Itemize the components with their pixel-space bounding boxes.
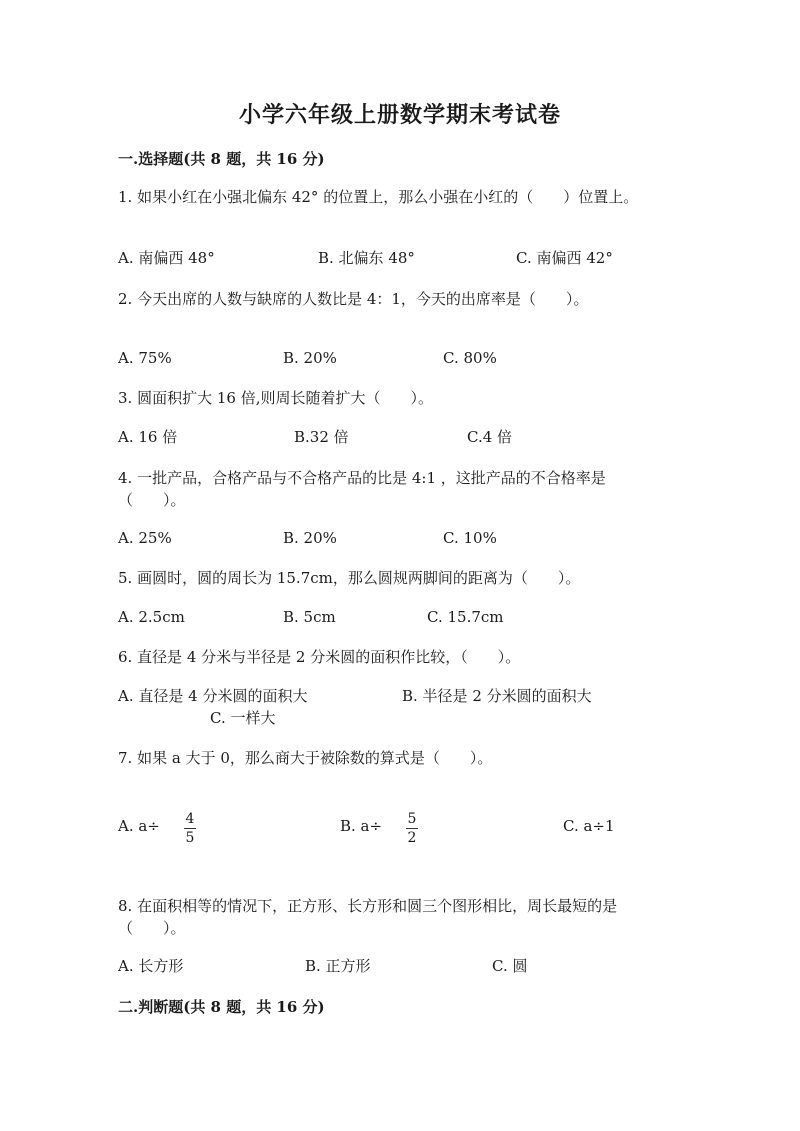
q8-option-c: C. 圆 — [492, 957, 528, 975]
fraction-bar — [184, 828, 196, 829]
fraction-denominator: 5 — [185, 830, 195, 846]
q7-option-c: C. a÷1 — [563, 817, 615, 835]
q3-option-c: C.4 倍 — [467, 428, 513, 446]
q5-option-b: B. 5cm — [283, 608, 336, 626]
question-7: 7. 如果 a 大于 0，那么商大于被除数的算式是（ ）。 — [118, 749, 493, 767]
question-1: 1. 如果小红在小强北偏东 42° 的位置上，那么小强在小红的（ ）位置上。 — [118, 188, 639, 206]
q1-option-b: B. 北偏东 48° — [318, 249, 415, 267]
fraction-denominator: 2 — [407, 830, 417, 846]
question-6: 6. 直径是 4 分米与半径是 2 分米圆的面积作比较，（ ）。 — [118, 648, 521, 666]
q3-option-a: A. 16 倍 — [118, 428, 178, 446]
section-heading-judgment: 二.判断题(共 8 题，共 16 分) — [118, 998, 325, 1016]
q4-option-c: C. 10% — [443, 529, 497, 547]
q7-option-a-fraction — [184, 811, 196, 846]
q4-option-b: B. 20% — [283, 529, 337, 547]
question-3: 3. 圆面积扩大 16 倍,则周长随着扩大（ ）。 — [118, 389, 433, 407]
q7-option-b: B. a÷ — [340, 817, 383, 835]
q5-option-c: C. 15.7cm — [427, 608, 504, 626]
question-8: 8. 在面积相等的情况下，正方形、长方形和圆三个图形相比，周长最短的是（ ）。 — [118, 897, 618, 937]
q7-option-b-fraction — [406, 811, 418, 846]
q2-option-a: A. 75% — [118, 349, 172, 367]
q8-option-a: A. 长方形 — [118, 957, 184, 975]
fraction-bar — [406, 828, 418, 829]
q5-option-a: A. 2.5cm — [118, 608, 185, 626]
q6-option-c: C. 一样大 — [210, 709, 276, 727]
q2-option-c: C. 80% — [443, 349, 497, 367]
q1-option-a: A. 南偏西 48° — [118, 249, 215, 267]
page-title: 小学六年级上册数学期末考试卷 — [238, 102, 561, 128]
question-5: 5. 画圆时，圆的周长为 15.7cm，那么圆规两脚间的距离为（ ）。 — [118, 569, 581, 587]
q2-option-b: B. 20% — [283, 349, 337, 367]
q4-option-a: A. 25% — [118, 529, 172, 547]
fraction-numerator: 4 — [185, 811, 195, 827]
q6-option-a: A. 直径是 4 分米圆的面积大 — [118, 687, 308, 705]
q3-option-b: B.32 倍 — [294, 428, 349, 446]
question-4: 4. 一批产品，合格产品与不合格产品的比是 4:1 ，这批产品的不合格率是（ ）。 — [118, 469, 606, 509]
q1-option-c: C. 南偏西 42° — [516, 249, 613, 267]
q8-option-b: B. 正方形 — [305, 957, 371, 975]
q7-option-a: A. a÷ — [118, 817, 160, 835]
q6-option-b: B. 半径是 2 分米圆的面积大 — [402, 687, 592, 705]
section-heading-choice: 一.选择题(共 8 题，共 16 分) — [118, 150, 325, 168]
fraction-numerator: 5 — [407, 811, 417, 827]
question-2: 2. 今天出席的人数与缺席的人数比是 4：1，今天的出席率是（ ）。 — [118, 290, 589, 308]
